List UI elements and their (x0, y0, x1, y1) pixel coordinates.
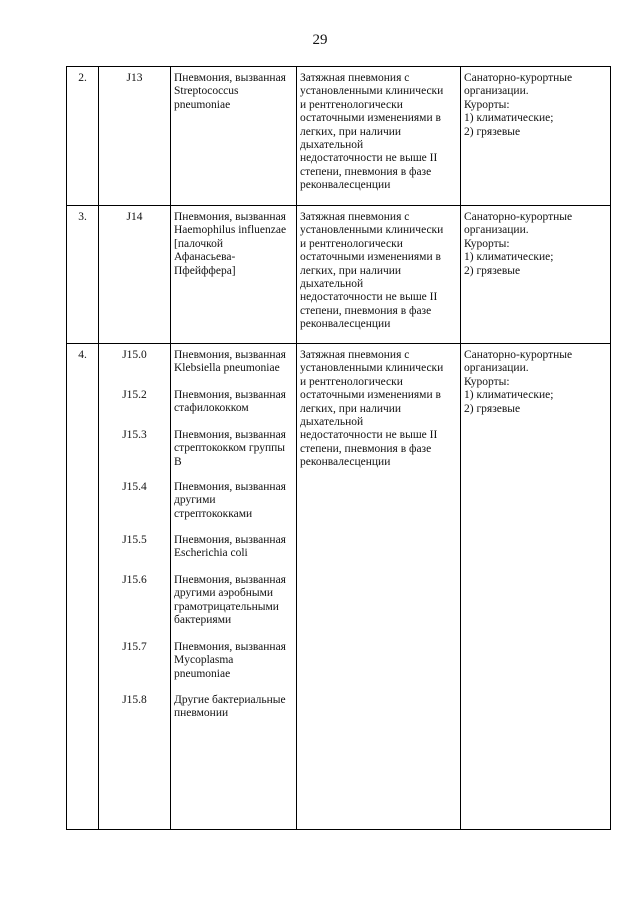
disease-name: Пневмония, вызванная другими стрептококками (174, 481, 286, 520)
icd-code: J15.0 (122, 349, 147, 361)
table-row (67, 206, 611, 344)
disease-name: Пневмония, вызванная Klebsiella pneumoniae (174, 349, 286, 375)
disease-name: Пневмония, вызванная другими аэробными грамотрицательными бактериями (174, 574, 286, 627)
icd-code: J14 (99, 206, 171, 344)
icd-code: J15.7 (122, 641, 147, 653)
icd-code: J15.6 (122, 574, 147, 586)
row-number: 4. (67, 344, 99, 830)
disease-name: Другие бактериальные пневмонии (174, 694, 286, 720)
disease-name: Пневмония, вызванная Streptococcus pneumoniae (171, 67, 297, 206)
disease-name: Пневмония, вызванная Escherichia coli (174, 534, 286, 560)
icd-code: J13 (99, 67, 171, 206)
disease-name-list (171, 344, 297, 830)
row-number: 2. (67, 67, 99, 206)
icd-code: J15.4 (122, 481, 147, 493)
table-row (67, 67, 611, 206)
treatment-table (66, 66, 611, 830)
icd-code-list (99, 344, 171, 830)
icd-code: J15.2 (122, 389, 147, 401)
disease-name: Пневмония, вызванная стафилококком (174, 389, 286, 415)
icd-code: J15.3 (122, 429, 147, 441)
treatment-condition: Затяжная пневмония с установленными клинически и рентгенологически остаточными изменениями в легких, при наличии дыхательной недостаточности не выше II степени, пневмония в фазе реконвалесценции (297, 344, 461, 830)
treatment-condition: Затяжная пневмония с установленными клинически и рентгенологически остаточными изменениями в легких, при наличии дыхательной недостаточности не выше II степени, пневмония в фазе реконвалесценции (297, 206, 461, 344)
resort-organizations: Санаторно-курортные организации. Курорты: 1) климатические; 2) грязевые (461, 344, 611, 830)
resort-organizations: Санаторно-курортные организации. Курорты: 1) климатические; 2) грязевые (461, 67, 611, 206)
table-row (67, 344, 611, 830)
disease-name: Пневмония, вызванная Haemophilus influenzae [палочкой Афанасьева- Пфейффера] (171, 206, 297, 344)
page-number: 29 (312, 32, 328, 48)
row-number: 3. (67, 206, 99, 344)
icd-code: J15.5 (122, 534, 147, 546)
disease-name: Пневмония, вызванная стрептококком группы B (174, 429, 286, 468)
treatment-condition: Затяжная пневмония с установленными клинически и рентгенологически остаточными изменениями в легких, при наличии дыхательной недостаточности не выше II степени, пневмония в фазе реконвалесценции (297, 67, 461, 206)
icd-code: J15.8 (122, 694, 147, 706)
resort-organizations: Санаторно-курортные организации. Курорты: 1) климатические; 2) грязевые (461, 206, 611, 344)
disease-name: Пневмония, вызванная Mycoplasma pneumoniae (174, 641, 286, 680)
